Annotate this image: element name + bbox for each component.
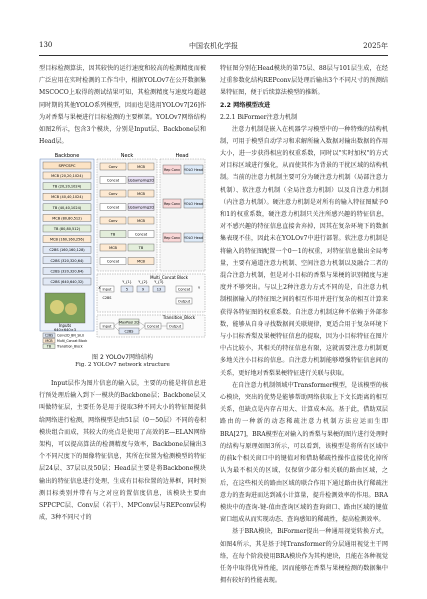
figure-legend [43, 333, 87, 349]
mc-node-label: 5 [125, 287, 129, 292]
head-panel [160, 159, 205, 271]
header-rule [39, 55, 388, 56]
neck-block-label: TB [110, 232, 116, 237]
paragraph-head-outputs: 特征图分别在Head模块的第75层、88层与101层生成，在经过重参数化结构REPconv层处理后输出3个不同尺寸的预测结果特征图，便于后续算法模型的推断。 [220, 65, 388, 97]
neck-block-label: Concat [106, 259, 120, 264]
left-column-bottom [39, 378, 206, 524]
neck-block-label: Conv [108, 165, 118, 169]
figure-caption-en: Fig. 2 YOLOv7 network structure [75, 362, 170, 368]
mc-node-output-label: Y_{3} [154, 280, 164, 284]
legend-full: Multi_Concat Block [57, 339, 88, 343]
tb-c2bs-label: C2BS [124, 329, 134, 334]
yolo-head-label: YOLO Head [184, 168, 203, 172]
backbone-block-label: TB (80,80,512) [53, 227, 81, 231]
tb-concat-label: Concat [146, 324, 160, 329]
paragraph-attention: 注意力机制是嵌入在机器学习模型中的一种特殊的结构机制，可用于模型自动学习和求解所输入数据对输出数据的作用大小，进一步获得相应的权重系数，同时以"实时加权"的方式对目标区域进行强化，从而使其作为背景的干扰区域的结构机制。当前的注意力机制主要可分为硬注意力机制（局部注意力机制）、软注意力机制（全局注意力机制）以及自注意力机制（内注意力机制）。硬注意力机制是对所有的输入特征图赋予0和1的权重系数，硬注意力机制只关注所感兴趣的特征信息，对不感兴趣的特征信息直接舍弃掉，因其在复杂环境下的数据集表现不佳，因此未在YOLOv7中进行部署。软注意力机制是将输入的特征图配置一个0～1的权重，对特征信息做出全局考量，主要有通道注意力机制、空间注意力机制以及融合二者的混合注意力机制，但是对小目标的香梨与果梗的识别精度与速度并不够突出。与以上2种注意力方式不同的是，自注意力机制根据输入的特征图之间的相互作用并进行复杂的相互计算来获得各特征图的权重系数。自注意力机制这种不依赖于外部参数，能够从自身寻找数据间关联规律，更适合用于复杂环境下与小目标香梨及果梗特征信息的提取，因为小目标特征在图片中占比较小，其相关的特征信息有限，这就需要注意力机制更多地关注小目标的信息。自注意力机制能够增强特征信息间的关系，更好地对香梨果梗特征进行关联与获取。 [220, 125, 388, 377]
backbone-block-label: MCB (20,20,1024) [51, 174, 83, 178]
neck-block-label: Concat [106, 205, 120, 210]
mc-y-label: Y [197, 286, 201, 290]
section-heading-2-2-1: 2.2.1 BiFormer注意力机制 [220, 113, 298, 121]
repconv-label: Rep Conv [163, 236, 181, 240]
backbone-block-label: MCB (160,160,256) [50, 237, 84, 242]
page-number: 130 [39, 41, 53, 49]
issue-year: 2025年 [363, 42, 388, 50]
yolo-head-label: YOLO Head [184, 202, 203, 206]
mc-c2bs-label: C2BS [102, 296, 112, 300]
mc-concat-label: Concat [177, 287, 191, 292]
head-title: Head [175, 153, 189, 159]
mc-output-label: Output [177, 299, 191, 304]
paragraph-biformer: 基于BRA模块，BiFormer提出一种通用视觉转换方式，如图4所示，其是基于纯Transformer的分层通用视觉主干网络，在每个阶段使用BRA模块作为其构建块，且能在各种视觉任务中取得优异性能，因而能够在香梨与果梗检测的数据集中拥有较好的性能表现。 [220, 528, 388, 585]
right-column [220, 63, 388, 587]
backbone-block-label: C2BS (320,320,64) [50, 258, 84, 263]
pear-shape [50, 300, 64, 314]
figure-caption-cn: 图 2 YOLOv7网络结构 [92, 354, 153, 361]
repconv-label: Rep Conv [163, 202, 181, 206]
yolo-head-label: YOLO Head [184, 236, 203, 240]
neck-block-label: Concat [106, 178, 120, 183]
pear-shape [65, 303, 77, 315]
paragraph-input-backbone-head: Input层作为图片信息的输入层，主要的功能是将信息进行预处理后输入到下一模块的Backbone层；Backbone层又叫做特征层，主要任务是用于提取3种不同大小的特征图提供给网络进行检测，网络模型是由51层（0～50层）不同的卷积模块组合而成，其较大的亮点是使用了高效的E—ELAN网络架构，可以提高算法的检测精度与效率，Backbone层输出3个不同尺度下的图像特征信息，其所在位置为检测模型的特征层24层、37层以及50层；Head层主要是将Backbone模块输出的特征信息进行处理，生成有目标位置的边界框，同时预测目标类别并带有与之对应的置信度信息，该模块主要由SPPCPC层、Conv层（若干）、MPConv层与REPconv层构成，3种不同尺寸的 [39, 380, 206, 522]
inputs-label: Inputs [58, 323, 72, 328]
paragraph-yolov7-intro: 型目标检测算法，因其较快的运行速度和较高的检测精度而被广泛应用在实时检测的工作当中，根据YOLOv7在公开数据集MSCOCO上取得的测试结果可知，其检测精度与速度均超越同时期的其他YOLO系列模型，因而也是选用YOLOv7[26]作为对香梨与果梗进行目标检测的主要框架。YOLOv7网络结构如图2所示，包含3个模块，分别是Input层、Backbone层和Head层。 [39, 65, 206, 146]
neck-block-label: UpSampling2D [127, 178, 155, 183]
backbone-block-label: C2BS (640,640,32) [50, 280, 84, 284]
figure-yolov7-network [39, 151, 206, 351]
legend-full: Transition_Block [57, 344, 83, 349]
repconv-label: Rep Conv [163, 168, 181, 172]
backbone-block-label: C2BS (160,160,128) [49, 248, 85, 253]
section-heading-2-2: 2.2 网络模型改进 [220, 101, 271, 109]
multi-concat-title: Multi_Concat Block [150, 275, 188, 280]
backbone-title: Backbone [54, 153, 80, 159]
input-size-label: 640×640×3 [53, 328, 77, 332]
neck-title: Neck [120, 153, 134, 159]
journal-title: 中国农机化学报 [189, 42, 238, 50]
backbone-block-label: TB (40,40,1024) [52, 205, 82, 210]
mc-node-output-label: Y_{1} [122, 280, 132, 284]
backbone-block-label: TB (20,20,1024) [52, 184, 82, 189]
mc-node-output-label: Y_{2} [138, 280, 148, 284]
tb-input-label: Input [102, 324, 112, 329]
neck-block-label: Conv [108, 192, 118, 196]
transition-title: Transition_Block [162, 315, 196, 320]
neck-panel [97, 159, 157, 271]
neck-block-label: TB [138, 246, 144, 250]
backbone-block-label: MCB (80,80,512) [52, 216, 82, 221]
running-header [0, 39, 427, 53]
legend-abbr: MCB [45, 339, 53, 343]
neck-block-label: Concat [134, 232, 148, 237]
mc-node-label: 9 [141, 287, 145, 292]
neck-block-label: MCB [137, 219, 145, 223]
neck-block-label: UpSampling2D [127, 205, 155, 210]
legend-abbr: TB [46, 344, 52, 349]
mc-node-label: 13 [156, 287, 162, 292]
legend-full: Conv2D_BN_SiLU [57, 333, 85, 338]
backbone-block-label: C2BS (320,320,64) [50, 269, 84, 274]
neck-block-label: Conv [108, 219, 118, 223]
neck-block-label: MCB [137, 165, 145, 169]
tb-output-label: Output [168, 324, 182, 329]
paragraph-bra: 在自注意力机制领域中Transformer模型，是该模型的核心模块，突出的优势是能够帮助网络获取上下文长距离的相互关系，但缺点是内存占用大、计算成本高。基于此，借助双层路由的一种新的动态稀疏注意力机制方法应运而生即BRA[27]，BRA模型在对输入的香梨与果梗的图片进行处理时的结构与原理如图3所示，可以看到，该模型是将所有区域中的前k个相关窗口中的键值对和借助稀疏性操作直接优化掉所认为最不相关的区域，仅保留少部分相关联的路由区域，之后，在这些相关的路由区域的联合作用下通过路由执行稀疏注意力的查询进而达到减小计算量，提升检测效率的作用。BRA模块中的查询-键-值由查询区域的查询窗口、路由区域的键值窗口组成从而实现动态、查询感知的稀疏性，提高检测效率。 [220, 381, 388, 524]
tb-maxpool-label: MaxPool 2D [119, 320, 139, 325]
network-diagram [39, 151, 206, 351]
mc-input-label: Input [102, 287, 112, 292]
neck-block-label: MCB [137, 259, 145, 264]
neck-block-label: MCB [137, 192, 145, 196]
backbone-block-label: MCB (40,40,1024) [51, 195, 83, 200]
sppcspc-label: SPPCSPC [58, 163, 76, 168]
legend-abbr: C2BS [44, 333, 54, 338]
neck-block-label: MCB [109, 246, 117, 250]
left-column-top [39, 63, 206, 148]
mc-x-label: X [98, 286, 101, 290]
